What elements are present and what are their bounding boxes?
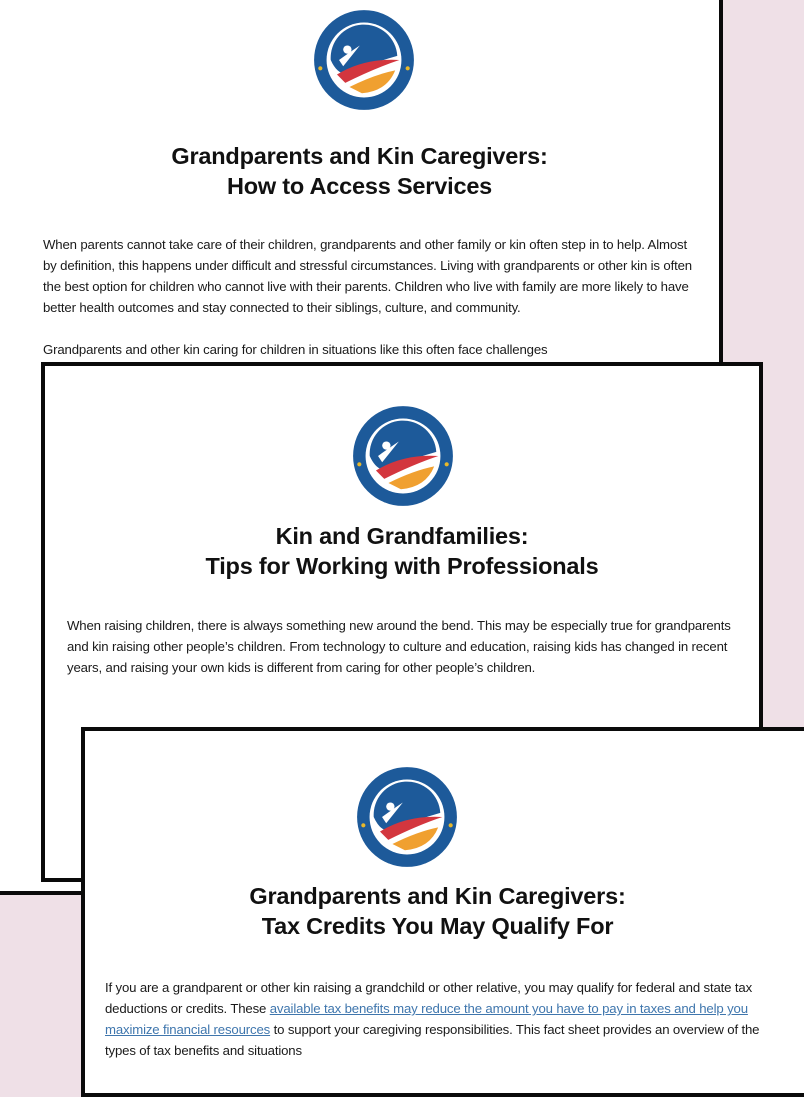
intro-paragraph: When raising children, there is always something new around the bend. This may be especially true for grandparents and kin raising other people’s children. From technology to culture and education, raising kids has changed in recent years, and raising your own kids is different from caring for other people’s children. [67,618,731,675]
intro-paragraph: When parents cannot take care of their children, grandparents and other family or kin often step in to help. Almost by definition, this happens under difficult and stressful circumstances. Living with grandparents or other kin is often the best option for children who cannot live with their parents. Children who live with family are more likely to have better health outcomes and stay connected to their siblings, culture, and community. [43,237,692,315]
advisory-council-logo-icon [355,765,459,869]
document-card-tax-credits[interactable] [81,727,804,1097]
tax-benefits-link[interactable]: available tax benefits may reduce the amount you have to pay in taxes and help you maximize financial resources [105,1001,748,1037]
paragraph-text: If you are a grandparent or other kin raising a grandchild or other relative, you may qualify for federal and state tax deductions or credits. These [105,980,753,1016]
title-line-2: Tips for Working with Professionals [205,553,599,579]
clipped-paragraph: Grandparents and other kin caring for children in situations like this often face challenges [43,342,548,357]
paragraph-text: to support your caregiving responsibilities. This fact sheet provides an overview of the types of tax benefits and situations [105,1022,760,1058]
title-line-1: Grandparents and Kin Caregivers: [249,883,626,909]
title-line-1: Grandparents and Kin Caregivers: [171,143,548,169]
intro-paragraph [105,977,785,1061]
title-line-2: Tax Credits You May Qualify For [261,913,614,939]
title-line-2: How to Access Services [226,173,493,199]
advisory-council-logo-icon [312,8,416,112]
title-line-1: Kin and Grandfamilies: [275,523,529,549]
document-title [45,521,759,581]
document-title [85,881,790,941]
advisory-council-logo-icon [351,404,455,508]
document-title [0,141,719,201]
